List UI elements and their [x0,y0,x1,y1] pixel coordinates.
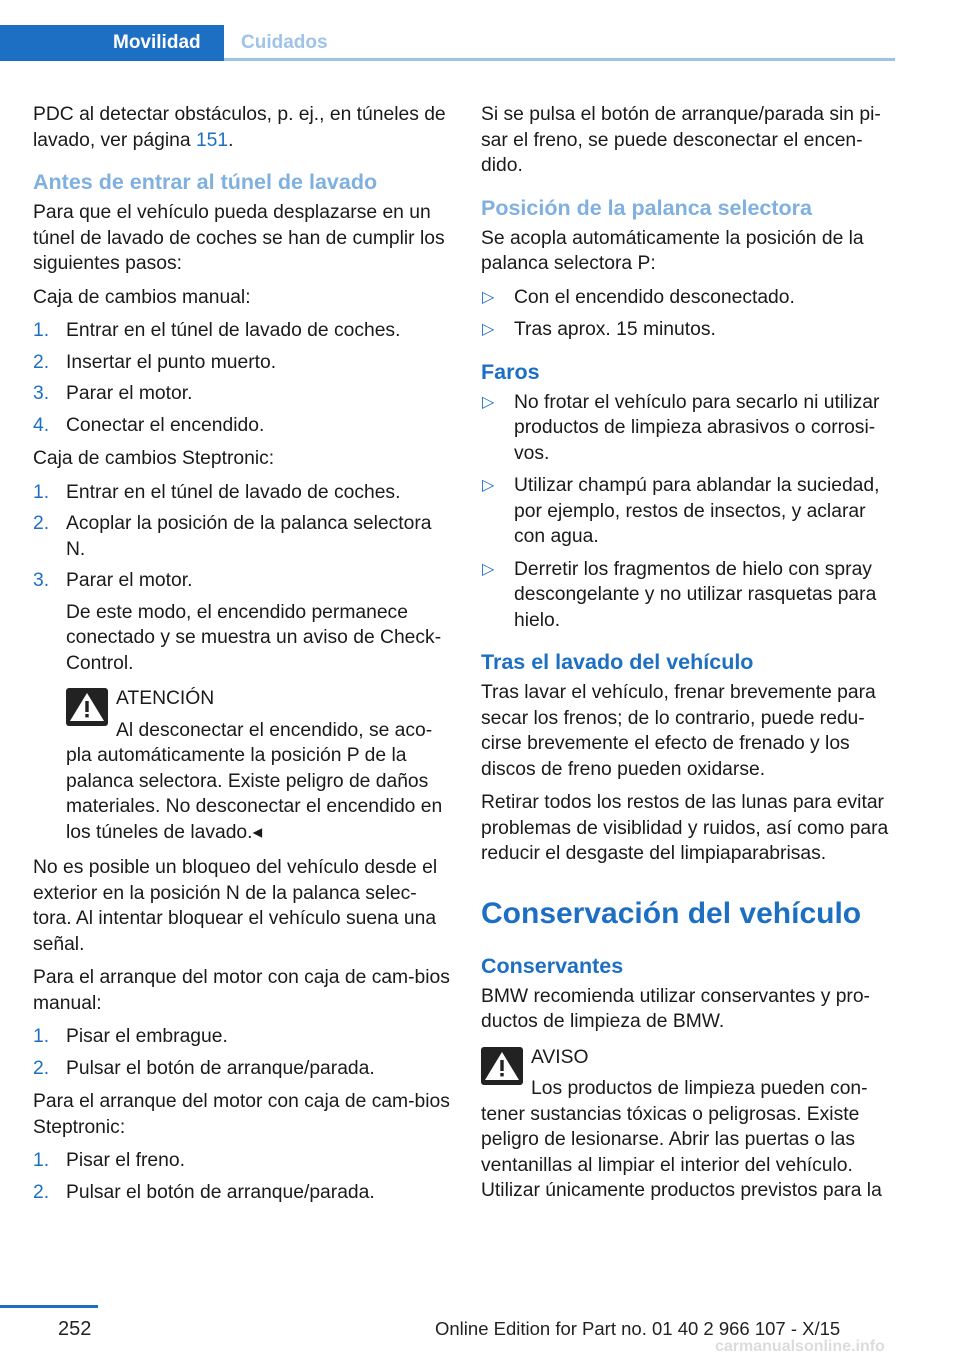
list-item: 3. Parar el motor. [33,383,193,404]
warning-title: ATENCIÓN [116,688,215,709]
list-item: ▷ Tras aprox. 15 minutos. [481,317,899,343]
section-tabs [0,25,895,61]
notice-block [481,1045,899,1204]
triangle-bullet-icon: ▷ [482,288,495,306]
manual-start-list [33,1024,451,1081]
notice-text: Los productos de limpieza pueden con‐ [531,1078,868,1099]
warning-triangle-icon [481,1047,523,1085]
footer-accent-line [0,1305,98,1308]
list-item: 4. Conectar el encendido. [33,414,265,436]
paragraph: Para que el vehículo pueda desplazarse en un túnel de lavado de coches se han de cumplir los siguientes pasos: [33,202,445,274]
list-item: ▷ Con el encendido desconectado. [481,285,899,311]
heading-tras-lavado: Tras el lavado del vehículo [481,650,754,674]
heading-conservantes: Conservantes [481,953,624,978]
list-item: 2. Acoplar la posición de la palanca selectora N. [33,513,432,560]
warning-text: pla automáticamente la posición P de la palanca selectora. Existe peligro de daños materiales. No desconectar el encendido en los túneles de lavado.◂ [66,745,443,843]
list-item: 1. Entrar en el túnel de lavado de coches. [33,320,401,341]
faros-list [481,390,899,634]
paragraph: Retirar todos los restos de las lunas para evitar problemas de visiblidad y ruidos, así como para reducir el desgaste del limpiaparabrisas. [481,792,889,864]
list-item: 1. Pisar el embrague. [33,1026,228,1047]
heading-antes-tunel: Antes de entrar al túnel de lavado [33,170,378,194]
list-item: 1. Pisar el freno. [33,1150,185,1171]
heading-faros: Faros [481,359,540,384]
tab-underline [224,58,895,61]
tab-cuidados[interactable]: Cuidados [241,32,328,53]
list-item: ▷ Derretir los fragmentos de hielo con spray descongelante y no utilizar rasquetas para hielo. [482,558,877,631]
list-item: 3. Parar el motor. De este modo, el encendido permanece conectado y se muestra un aviso de Check-Control. [33,570,442,674]
paragraph: No es posible un bloqueo del vehículo desde el exterior en la posición N de la palanca selec‐tora. Al intentar bloquear el vehículo suena una señal. [33,857,438,955]
selector-list [481,285,899,343]
triangle-bullet-icon: ▷ [482,393,495,411]
list-item: 2. Pulsar el botón de arranque/parada. [33,1057,375,1079]
steptronic-steps-list [33,480,451,677]
triangle-bullet-icon: ▷ [482,321,495,338]
section-title-conservacion: Conservación del vehículo [481,896,862,930]
notice-text: tener sustancias tóxicas o peligrosas. Existe peligro de lesionarse. Abrir las puertas o las ventanillas al limpiar el interior del vehículo. Utilizar únicamente productos previstos para la [481,1103,882,1201]
left-column [33,102,451,1213]
list-item: 2. Pulsar el botón de arranque/parada. [33,1181,375,1203]
manual-steps-list [33,318,451,438]
triangle-bullet-icon: ▷ [482,477,495,494]
edition-info: Online Edition for Part no. 01 40 2 966 107 - X/15 [435,1318,841,1339]
warning-triangle-icon [66,688,108,726]
paragraph: Si se pulsa el botón de arranque/parada sin pi‐sar el freno, se puede desconectar el encen‐dido. [481,104,881,176]
paragraph: Se acopla automáticamente la posición de la palanca selectora P: [481,227,864,274]
right-column [481,102,899,1214]
watermark: carmanualsonline.info [715,1338,885,1355]
paragraph: Caja de cambios manual: [33,286,251,308]
heading-palanca-selectora: Posición de la palanca selectora [481,195,813,220]
triangle-bullet-icon: ▷ [482,560,495,578]
warning-text: Al desconectar el encendido, se aco‐ [116,719,433,741]
steptronic-start-list [33,1148,451,1205]
paragraph: Para el arranque del motor con caja de cam‐bios Steptronic: [33,1091,450,1138]
list-item: 2. Insertar el punto muerto. [33,351,277,373]
list-item: ▷ No frotar el vehículo para secarlo ni utilizar productos de limpieza abrasivos o corrosi‐vos. [482,391,880,464]
paragraph: BMW recomienda utilizar conservantes y pro‐ductos de limpieza de BMW. [481,985,870,1032]
list-item: 1. Entrar en el túnel de lavado de coches. [33,481,401,503]
page-link[interactable]: 151 [195,129,229,151]
tab-movilidad[interactable]: Movilidad [0,25,224,61]
intro-paragraph: PDC al detectar obstáculos, p. ej., en túneles de lavado, ver página 151. [33,104,446,151]
paragraph: Tras lavar el vehículo, frenar brevemente para secar los frenos; de lo contrario, puede redu‐cirse brevemente el efecto de frenado y los discos de freno pueden oxidarse. [481,682,876,780]
page-number: 252 [58,1318,92,1340]
paragraph: Para el arranque del motor con caja de cam‐bios manual: [33,967,450,1014]
paragraph: Caja de cambios Steptronic: [33,448,275,469]
notice-title: AVISO [531,1046,589,1068]
warning-block [33,686,451,845]
list-item: ▷ Utilizar champú para ablandar la suciedad, por ejemplo, restos de insectos, y aclarar con agua. [482,475,880,547]
